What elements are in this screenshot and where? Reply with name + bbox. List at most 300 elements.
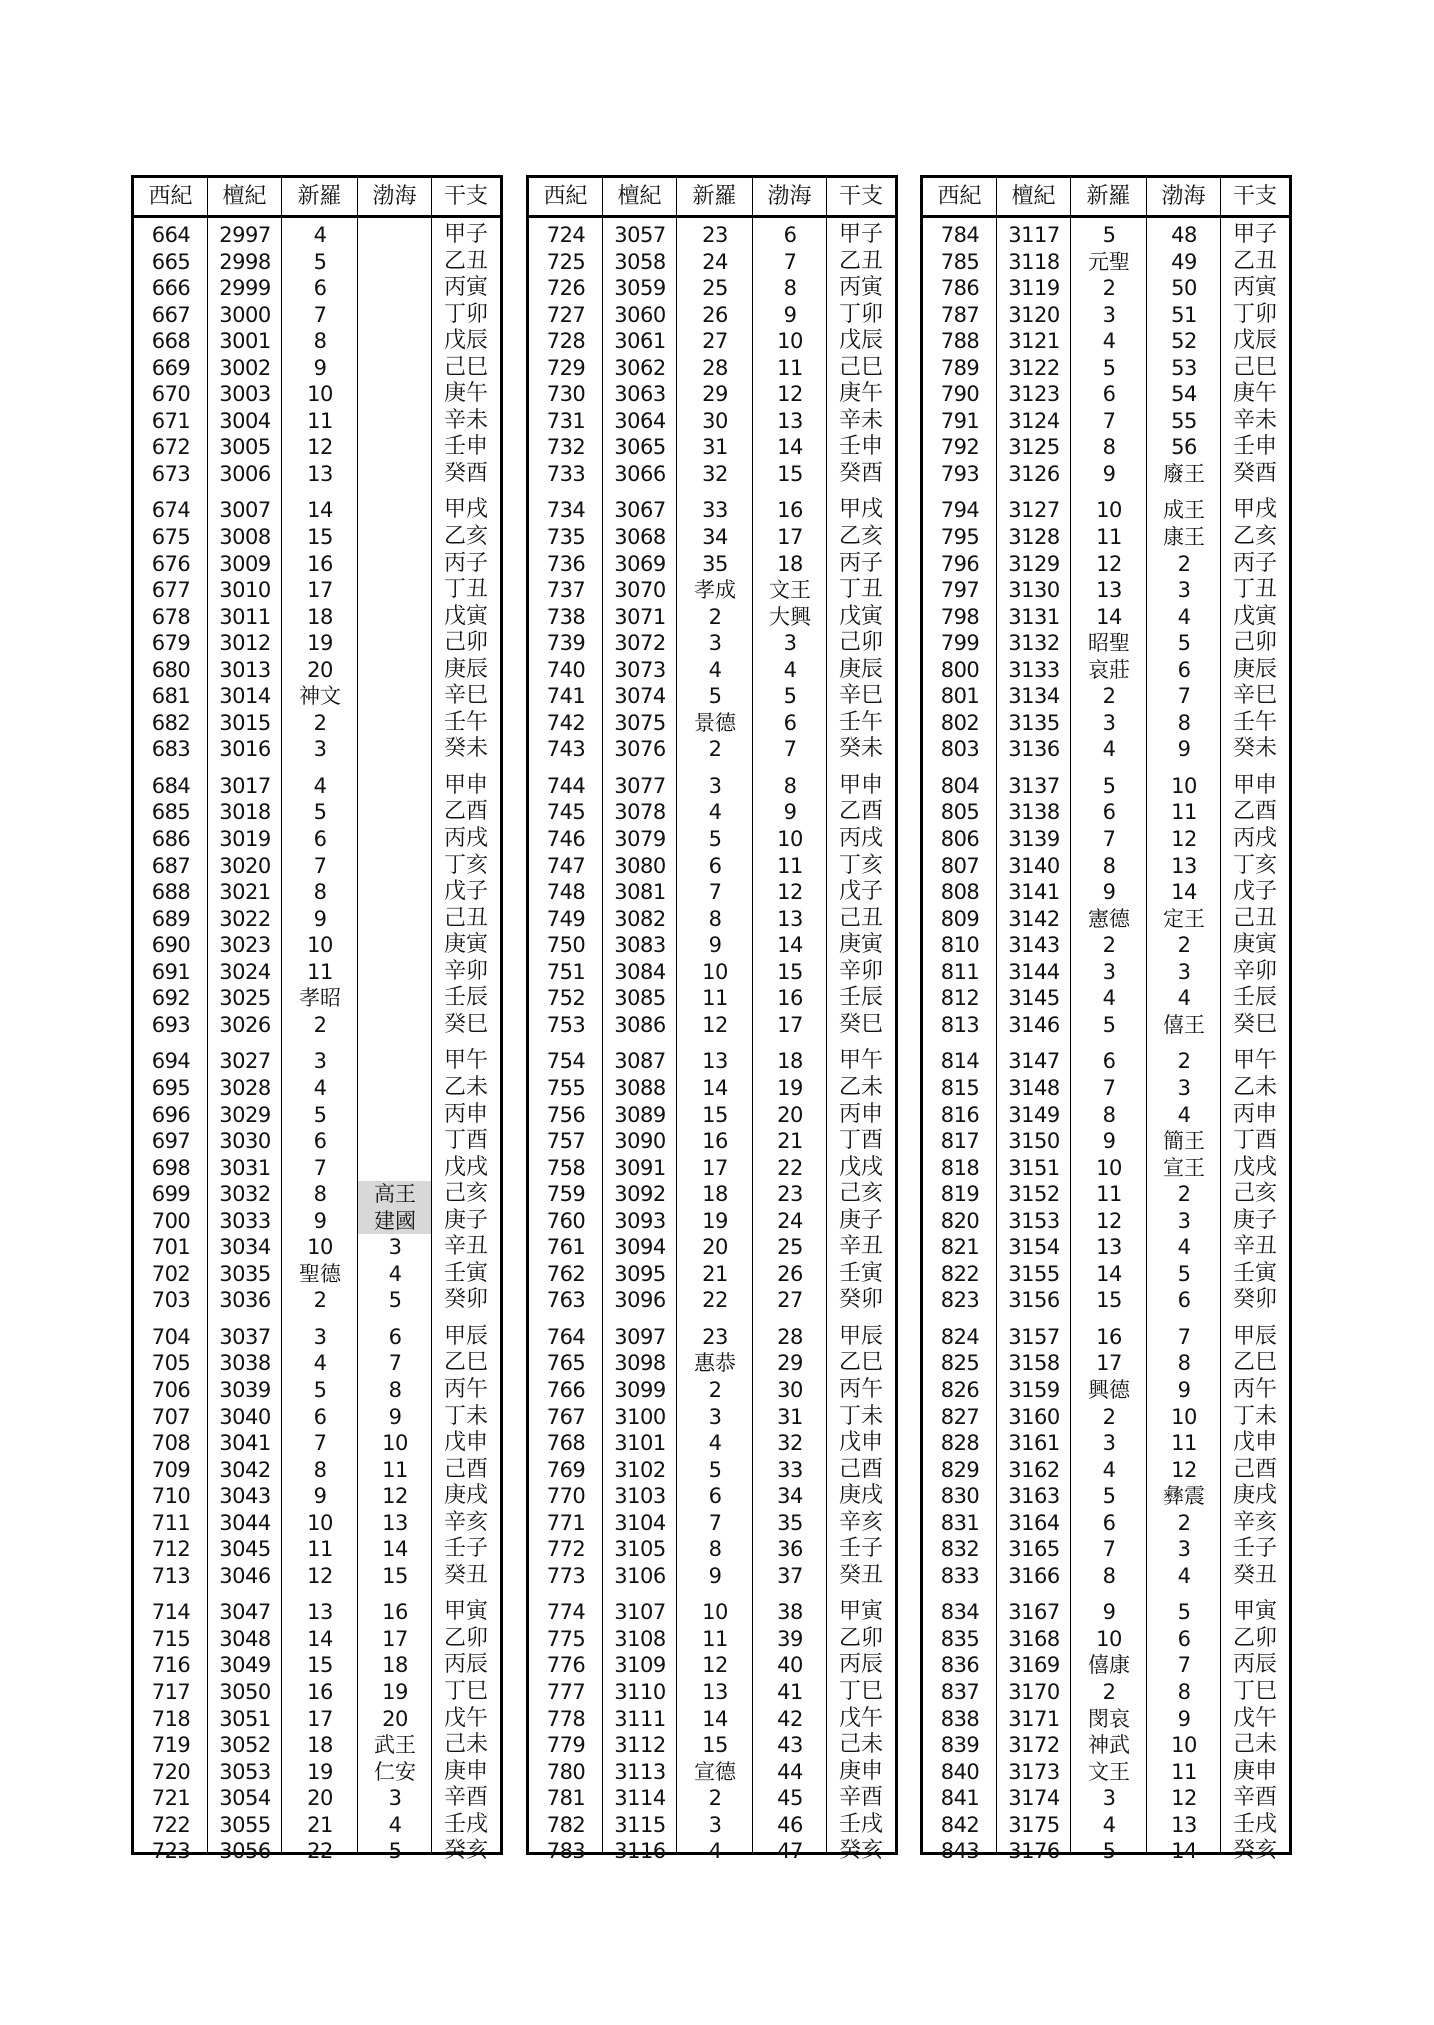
cell-dangun-year: 3171	[1008, 1706, 1060, 1731]
cell-silla-reign: 18	[307, 604, 333, 629]
cell-ganzhi: 辛亥	[1232, 1509, 1277, 1535]
cell-western-year: 820	[940, 1208, 980, 1233]
cell-balhae-reign: 45	[777, 1786, 803, 1811]
cell-dangun-year: 3163	[1008, 1484, 1060, 1509]
cell-ganzhi: 癸未	[443, 736, 488, 762]
cell-silla-reign: 8	[313, 880, 327, 905]
table-row	[529, 1012, 895, 1039]
cell-ganzhi: 乙巳	[838, 1350, 883, 1376]
table-row	[923, 1128, 1289, 1155]
cell-dangun-year: 3021	[219, 880, 271, 905]
table-row	[923, 1785, 1289, 1812]
cell-balhae-reign: 15	[777, 959, 803, 984]
cell-ganzhi: 丙寅	[1232, 275, 1277, 301]
cell-dangun-year: 3045	[219, 1537, 271, 1562]
table-row	[923, 524, 1289, 551]
cell-western-year: 783	[546, 1839, 586, 1864]
cell-silla-reign: 2	[708, 1786, 722, 1811]
table-row	[923, 222, 1289, 249]
cell-western-year: 727	[546, 302, 586, 327]
cell-balhae-reign: 37	[777, 1563, 803, 1588]
cell-silla-reign: 4	[313, 223, 327, 247]
cell-balhae-reign: 50	[1171, 276, 1197, 301]
cell-western-year: 824	[940, 1324, 980, 1349]
cell-silla-reign: 4	[313, 773, 327, 798]
table-row	[923, 1732, 1289, 1759]
cell-western-year: 839	[940, 1733, 980, 1758]
cell-silla-reign: 12	[307, 435, 333, 460]
cell-western-year: 667	[151, 302, 191, 327]
cell-balhae-reign: 6	[1177, 657, 1191, 682]
table-row	[134, 1261, 500, 1288]
cell-western-year: 760	[546, 1208, 586, 1233]
cell-dangun-year: 3041	[219, 1431, 271, 1456]
cell-dangun-year: 3104	[614, 1510, 666, 1535]
table-row	[134, 1430, 500, 1457]
cell-balhae-reign: 30	[777, 1377, 803, 1402]
cell-silla-reign: 20	[307, 1786, 333, 1811]
cell-balhae-reign: 11	[777, 355, 803, 380]
table-row	[529, 1155, 895, 1182]
cell-dangun-year: 3149	[1008, 1102, 1060, 1127]
cell-ganzhi: 壬戌	[443, 1811, 488, 1837]
cell-western-year: 763	[546, 1288, 586, 1313]
cell-ganzhi: 辛未	[443, 407, 488, 433]
cell-silla-reign: 17	[1096, 1351, 1122, 1376]
table-row	[529, 434, 895, 461]
cell-balhae-reign: 17	[382, 1626, 408, 1651]
cell-silla-reign: 4	[708, 1839, 722, 1864]
table-row	[923, 1102, 1289, 1129]
cell-silla-reign: 5	[708, 684, 722, 709]
cell-silla-reign: 文王	[1088, 1759, 1130, 1784]
cell-dangun-year: 3139	[1008, 827, 1060, 852]
cell-western-year: 796	[940, 551, 980, 576]
table-row	[529, 736, 895, 763]
decade-group	[923, 1589, 1289, 1864]
table-row	[529, 683, 895, 710]
cell-western-year: 674	[151, 498, 191, 523]
cell-silla-reign: 3	[1102, 1431, 1116, 1456]
cell-dangun-year: 3081	[614, 880, 666, 905]
column-divider	[602, 218, 603, 1852]
decade-group	[134, 763, 500, 1038]
cell-silla-reign: 24	[702, 249, 728, 274]
cell-western-year: 716	[151, 1653, 191, 1678]
header-dangun-year: 檀紀	[603, 178, 677, 215]
cell-balhae-reign: 33	[777, 1457, 803, 1482]
table-row	[529, 1075, 895, 1102]
cell-western-year: 818	[940, 1155, 980, 1180]
cell-balhae-reign: 18	[777, 551, 803, 576]
header-dangun-year: 檀紀	[997, 178, 1071, 215]
year-table-2	[526, 175, 898, 1864]
table-row	[529, 1181, 895, 1208]
cell-ganzhi: 丙戌	[838, 826, 883, 852]
cell-western-year: 828	[940, 1431, 980, 1456]
table-row	[134, 275, 500, 302]
cell-balhae-reign: 13	[382, 1510, 408, 1535]
table-row	[529, 1430, 895, 1457]
cell-balhae-reign: 46	[777, 1812, 803, 1837]
cell-dangun-year: 3126	[1008, 461, 1060, 486]
table-row	[923, 461, 1289, 488]
header-balhae-reign: 渤海	[358, 178, 432, 215]
cell-silla-reign: 4	[313, 1075, 327, 1100]
cell-ganzhi: 戊辰	[443, 328, 488, 354]
table-row	[529, 932, 895, 959]
cell-ganzhi: 丙辰	[443, 1652, 488, 1678]
cell-silla-reign: 12	[1096, 551, 1122, 576]
cell-western-year: 724	[546, 223, 586, 247]
cell-dangun-year: 3032	[219, 1182, 271, 1207]
table-row	[923, 1377, 1289, 1404]
cell-balhae-reign: 26	[777, 1261, 803, 1286]
table-row	[134, 524, 500, 551]
table-row	[923, 1234, 1289, 1261]
table-row	[923, 1652, 1289, 1679]
cell-dangun-year: 3039	[219, 1377, 271, 1402]
cell-balhae-reign	[358, 985, 432, 1012]
cell-western-year: 832	[940, 1537, 980, 1562]
cell-ganzhi: 乙酉	[443, 799, 488, 825]
table-row	[923, 1679, 1289, 1706]
cell-silla-reign: 22	[307, 1839, 333, 1864]
cell-dangun-year: 3030	[219, 1129, 271, 1154]
cell-balhae-reign	[358, 524, 432, 551]
cell-balhae-reign: 9	[1177, 737, 1191, 762]
table-row	[529, 1208, 895, 1235]
cell-silla-reign: 2	[313, 710, 327, 735]
cell-ganzhi: 庚子	[443, 1207, 488, 1233]
cell-western-year: 720	[151, 1759, 191, 1784]
cell-ganzhi: 乙丑	[838, 248, 883, 274]
cell-balhae-reign: 2	[1177, 1510, 1191, 1535]
cell-silla-reign: 7	[313, 853, 327, 878]
cell-balhae-reign	[358, 275, 432, 302]
cell-western-year: 673	[151, 461, 191, 486]
cell-silla-reign: 15	[1096, 1288, 1122, 1313]
cell-western-year: 741	[546, 684, 586, 709]
cell-ganzhi: 丁巳	[838, 1678, 883, 1704]
cell-ganzhi: 戊午	[838, 1705, 883, 1731]
cell-western-year: 794	[940, 498, 980, 523]
cell-silla-reign: 19	[307, 1759, 333, 1784]
cell-balhae-reign: 18	[382, 1653, 408, 1678]
cell-western-year: 816	[940, 1102, 980, 1127]
cell-silla-reign: 10	[1096, 1155, 1122, 1180]
cell-dangun-year: 3137	[1008, 773, 1060, 798]
cell-dangun-year: 3049	[219, 1653, 271, 1678]
cell-balhae-reign	[358, 1102, 432, 1129]
cell-western-year: 722	[151, 1812, 191, 1837]
cell-western-year: 664	[151, 223, 191, 247]
cell-western-year: 735	[546, 525, 586, 550]
cell-balhae-reign: 29	[777, 1351, 803, 1376]
cell-ganzhi: 己卯	[838, 630, 883, 656]
cell-dangun-year: 3148	[1008, 1075, 1060, 1100]
cell-balhae-reign: 11	[1171, 800, 1197, 825]
table-row	[134, 879, 500, 906]
cell-western-year: 736	[546, 551, 586, 576]
table-row	[923, 1287, 1289, 1314]
cell-silla-reign: 8	[1102, 435, 1116, 460]
cell-balhae-reign: 53	[1171, 355, 1197, 380]
cell-silla-reign: 32	[702, 461, 728, 486]
cell-silla-reign: 13	[1096, 1235, 1122, 1260]
cell-silla-reign: 13	[702, 1049, 728, 1074]
cell-western-year: 797	[940, 578, 980, 603]
cell-western-year: 700	[151, 1208, 191, 1233]
cell-balhae-reign: 10	[777, 329, 803, 354]
header-balhae-reign: 渤海	[753, 178, 827, 215]
cell-dangun-year: 3051	[219, 1706, 271, 1731]
cell-ganzhi: 乙亥	[443, 524, 488, 550]
cell-silla-reign: 6	[708, 1484, 722, 1509]
cell-western-year: 719	[151, 1733, 191, 1758]
cell-ganzhi: 甲寅	[1232, 1599, 1277, 1625]
cell-dangun-year: 3036	[219, 1288, 271, 1313]
cell-western-year: 790	[940, 382, 980, 407]
cell-ganzhi: 丙午	[838, 1376, 883, 1402]
cell-balhae-reign: 18	[777, 1049, 803, 1074]
cell-ganzhi: 癸未	[1232, 736, 1277, 762]
cell-western-year: 697	[151, 1129, 191, 1154]
cell-ganzhi: 丁未	[838, 1403, 883, 1429]
cell-dangun-year: 3156	[1008, 1288, 1060, 1313]
table-row	[529, 985, 895, 1012]
cell-balhae-reign: 廢王	[1163, 461, 1205, 486]
cell-silla-reign: 9	[1102, 880, 1116, 905]
cell-silla-reign: 7	[313, 302, 327, 327]
cell-western-year: 671	[151, 408, 191, 433]
cell-western-year: 689	[151, 906, 191, 931]
table-row	[923, 853, 1289, 880]
cell-silla-reign: 8	[1102, 1563, 1116, 1588]
cell-silla-reign: 3	[1102, 959, 1116, 984]
table-row	[923, 604, 1289, 631]
table-row	[134, 1350, 500, 1377]
cell-balhae-reign: 武王	[374, 1733, 416, 1758]
cell-silla-reign: 哀莊	[1088, 657, 1130, 682]
table-row	[529, 355, 895, 382]
table-row	[923, 381, 1289, 408]
cell-western-year: 669	[151, 355, 191, 380]
table-row	[529, 1812, 895, 1839]
table-row	[923, 1012, 1289, 1039]
cell-dangun-year: 3015	[219, 710, 271, 735]
cell-dangun-year: 3129	[1008, 551, 1060, 576]
table-row	[923, 932, 1289, 959]
cell-silla-reign: 14	[702, 1706, 728, 1731]
cell-western-year: 670	[151, 382, 191, 407]
cell-balhae-reign	[358, 683, 432, 710]
cell-western-year: 817	[940, 1129, 980, 1154]
cell-western-year: 668	[151, 329, 191, 354]
table-row	[134, 1652, 500, 1679]
cell-ganzhi: 乙丑	[1232, 248, 1277, 274]
cell-ganzhi: 庚戌	[1232, 1483, 1277, 1509]
cell-western-year: 807	[940, 853, 980, 878]
cell-balhae-reign: 40	[777, 1653, 803, 1678]
cell-silla-reign: 10	[307, 1510, 333, 1535]
cell-ganzhi: 癸卯	[443, 1287, 488, 1313]
table-row	[134, 381, 500, 408]
cell-ganzhi: 壬申	[1232, 434, 1277, 460]
cell-balhae-reign: 13	[777, 408, 803, 433]
table-row	[529, 497, 895, 524]
cell-dangun-year: 3116	[614, 1839, 666, 1864]
cell-ganzhi: 丁巳	[1232, 1678, 1277, 1704]
cell-dangun-year: 3111	[614, 1706, 666, 1731]
cell-balhae-reign: 14	[777, 933, 803, 958]
table-row	[134, 461, 500, 488]
cell-silla-reign: 6	[1102, 800, 1116, 825]
table-row	[529, 1234, 895, 1261]
cell-ganzhi: 乙未	[443, 1074, 488, 1100]
table-row	[923, 1350, 1289, 1377]
cell-ganzhi: 癸卯	[1232, 1287, 1277, 1313]
cell-balhae-reign: 3	[1177, 1537, 1191, 1562]
cell-western-year: 744	[546, 773, 586, 798]
cell-western-year: 734	[546, 498, 586, 523]
table-row	[134, 1075, 500, 1102]
cell-western-year: 718	[151, 1706, 191, 1731]
cell-ganzhi: 庚辰	[838, 656, 883, 682]
cell-balhae-reign: 7	[783, 249, 797, 274]
table-row	[529, 906, 895, 933]
cell-silla-reign: 7	[708, 880, 722, 905]
cell-balhae-reign: 15	[777, 461, 803, 486]
cell-silla-reign: 4	[708, 800, 722, 825]
cell-ganzhi: 癸卯	[838, 1287, 883, 1313]
cell-western-year: 782	[546, 1812, 586, 1837]
cell-western-year: 704	[151, 1324, 191, 1349]
cell-balhae-reign	[358, 959, 432, 986]
cell-silla-reign: 5	[1102, 773, 1116, 798]
cell-western-year: 834	[940, 1600, 980, 1625]
cell-balhae-reign: 彝震	[1163, 1484, 1205, 1509]
cell-balhae-reign: 2	[1177, 1049, 1191, 1074]
cell-dangun-year: 3166	[1008, 1563, 1060, 1588]
cell-balhae-reign: 簡王	[1163, 1129, 1205, 1154]
cell-balhae-reign	[358, 1075, 432, 1102]
header-silla-reign: 新羅	[282, 178, 358, 215]
table-row	[529, 1652, 895, 1679]
cell-dangun-year: 3102	[614, 1457, 666, 1482]
cell-balhae-reign: 3	[1177, 1208, 1191, 1233]
cell-silla-reign: 2	[313, 1012, 327, 1037]
decade-group	[529, 487, 895, 762]
table-row	[529, 1048, 895, 1075]
table-row	[529, 630, 895, 657]
cell-ganzhi: 丙辰	[838, 1652, 883, 1678]
cell-ganzhi: 壬戌	[838, 1811, 883, 1837]
cell-balhae-reign	[358, 577, 432, 604]
cell-ganzhi: 庚子	[1232, 1207, 1277, 1233]
cell-western-year: 750	[546, 933, 586, 958]
cell-dangun-year: 3106	[614, 1563, 666, 1588]
cell-ganzhi: 癸未	[838, 736, 883, 762]
cell-balhae-reign: 14	[777, 435, 803, 460]
cell-ganzhi: 癸酉	[443, 460, 488, 486]
header-dangun-year: 檀紀	[208, 178, 282, 215]
cell-balhae-reign: 7	[783, 737, 797, 762]
cell-balhae-reign	[358, 461, 432, 488]
cell-ganzhi: 乙卯	[1232, 1625, 1277, 1651]
cell-western-year: 702	[151, 1261, 191, 1286]
cell-silla-reign: 14	[307, 498, 333, 523]
cell-western-year: 811	[940, 959, 980, 984]
cell-silla-reign: 5	[1102, 355, 1116, 380]
cell-western-year: 801	[940, 684, 980, 709]
cell-western-year: 789	[940, 355, 980, 380]
cell-dangun-year: 3069	[614, 551, 666, 576]
cell-balhae-reign	[358, 1048, 432, 1075]
cell-silla-reign: 11	[1096, 525, 1122, 550]
cell-ganzhi: 己亥	[443, 1181, 488, 1207]
cell-western-year: 738	[546, 604, 586, 629]
cell-balhae-reign	[358, 249, 432, 276]
cell-balhae-reign	[358, 906, 432, 933]
cell-western-year: 826	[940, 1377, 980, 1402]
table-row	[923, 328, 1289, 355]
cell-silla-reign: 12	[702, 1653, 728, 1678]
table-row	[134, 604, 500, 631]
table-row	[923, 1812, 1289, 1839]
cell-silla-reign: 22	[702, 1288, 728, 1313]
cell-western-year: 843	[940, 1839, 980, 1864]
cell-silla-reign: 2	[708, 737, 722, 762]
table-row	[529, 381, 895, 408]
cell-ganzhi: 丙辰	[1232, 1652, 1277, 1678]
cell-silla-reign: 17	[702, 1155, 728, 1180]
cell-dangun-year: 3105	[614, 1537, 666, 1562]
cell-ganzhi: 甲辰	[443, 1323, 488, 1349]
cell-western-year: 707	[151, 1404, 191, 1429]
cell-silla-reign: 憲德	[1088, 906, 1130, 931]
cell-western-year: 787	[940, 302, 980, 327]
cell-balhae-reign: 建國	[358, 1208, 432, 1235]
cell-dangun-year: 3002	[219, 355, 271, 380]
cell-western-year: 802	[940, 710, 980, 735]
cell-silla-reign: 16	[307, 1679, 333, 1704]
cell-western-year: 800	[940, 657, 980, 682]
cell-dangun-year: 3143	[1008, 933, 1060, 958]
cell-ganzhi: 戊寅	[1232, 603, 1277, 629]
cell-balhae-reign: 高王	[358, 1181, 432, 1208]
cell-ganzhi: 乙巳	[443, 1350, 488, 1376]
cell-balhae-reign	[358, 1012, 432, 1039]
table-row	[529, 328, 895, 355]
cell-balhae-reign: 10	[382, 1431, 408, 1456]
cell-silla-reign: 3	[708, 1404, 722, 1429]
table-row	[529, 1838, 895, 1865]
cell-silla-reign: 14	[702, 1075, 728, 1100]
cell-western-year: 804	[940, 773, 980, 798]
cell-western-year: 742	[546, 710, 586, 735]
cell-ganzhi: 辛丑	[1232, 1234, 1277, 1260]
cell-silla-reign: 10	[702, 959, 728, 984]
cell-dangun-year: 3027	[219, 1049, 271, 1074]
cell-western-year: 765	[546, 1351, 586, 1376]
cell-dangun-year: 3161	[1008, 1431, 1060, 1456]
cell-balhae-reign: 52	[1171, 329, 1197, 354]
cell-dangun-year: 3098	[614, 1351, 666, 1376]
cell-balhae-reign	[358, 799, 432, 826]
table-row	[923, 799, 1289, 826]
cell-western-year: 717	[151, 1679, 191, 1704]
